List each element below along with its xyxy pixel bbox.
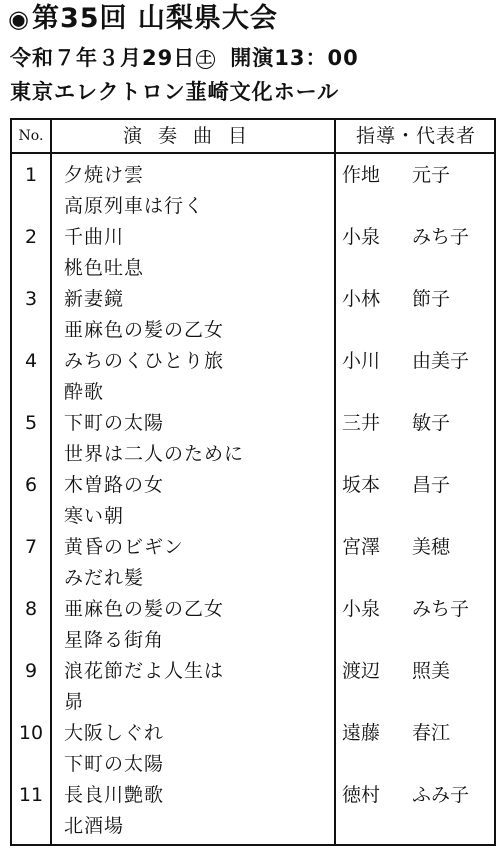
event-title [8,2,278,36]
event-date: 令和７年３月29日 [10,46,196,70]
song-title: 大阪しぐれ [64,722,165,744]
program-table [10,118,496,846]
table-row [12,532,496,594]
song-title: 夕焼け雲 [64,164,145,186]
entry-number: 6 [24,474,38,496]
event-title-text: 第35回 山梨県大会 [31,3,278,34]
conductor-name [342,718,451,749]
conductor-name [342,656,451,687]
entry-number: 4 [24,350,38,372]
conductor-given-name: ふみ子 [412,784,470,806]
song-title: 北酒場 [64,815,125,837]
conductor-name [342,222,470,253]
conductor-family-name: 小泉 [342,226,381,248]
conductor-given-name: 照美 [412,660,451,682]
conductor-family-name: 作地 [342,164,381,186]
column-header-conductor: 指導・代表者 [355,125,476,147]
table-row [12,718,496,780]
song-title: 星降る街角 [64,629,165,651]
conductor-given-name: 元子 [412,164,451,186]
conductor-name [342,160,451,191]
column-header-songs: 演奏曲目 [122,125,263,147]
conductor-name [342,532,451,563]
song-title: 世界は二人のために [64,443,245,465]
conductor-given-name: 節子 [412,288,451,310]
day-of-week-badge: 土 [198,51,214,67]
conductor-name [342,284,451,315]
song-title: 亜麻色の髪の乙女 [64,598,225,620]
entry-number: 3 [24,288,38,310]
table-row [12,222,496,284]
entry-number: 5 [24,412,38,434]
event-datetime [10,44,359,72]
conductor-given-name: 昌子 [412,474,451,496]
song-title: 昴 [64,691,85,713]
conductor-given-name: みち子 [412,226,470,248]
entry-number: 8 [24,598,38,620]
conductor-given-name: 春江 [412,722,451,744]
song-title: みだれ髪 [64,567,145,589]
conductor-family-name: 宮澤 [342,536,381,558]
table-row [12,470,496,532]
event-venue: 東京エレクトロン韮崎文化ホール [10,80,340,104]
conductor-name [342,470,451,501]
table-row [12,160,496,222]
column-header-no: No. [18,128,44,144]
event-start-time: 開演13：00 [230,46,359,70]
entry-number: 9 [24,660,38,682]
conductor-given-name: みち子 [412,598,470,620]
conductor-family-name: 遠藤 [342,722,381,744]
entry-number: 10 [18,722,44,744]
song-title: 桃色吐息 [64,257,145,279]
table-row [12,780,496,842]
table-row [12,408,496,470]
song-title: 亜麻色の髪の乙女 [64,319,225,341]
table-row [12,346,496,408]
song-title: 酔歌 [64,381,105,403]
song-title: 寒い朝 [64,505,125,527]
conductor-family-name: 坂本 [342,474,381,496]
entry-number: 7 [24,536,38,558]
song-title: 高原列車は行く [64,195,205,217]
entry-number: 2 [24,226,38,248]
song-title: 長良川艶歌 [64,784,165,806]
conductor-name [342,408,451,439]
entry-number: 11 [18,784,44,806]
bullet-icon: ◉ [8,5,30,33]
conductor-given-name: 敏子 [412,412,451,434]
table-row [12,656,496,718]
conductor-family-name: 三井 [342,412,381,434]
conductor-family-name: 徳村 [342,784,381,806]
song-title: 千曲川 [64,226,125,248]
conductor-family-name: 小泉 [342,598,381,620]
song-title: 下町の太陽 [64,753,165,775]
conductor-family-name: 小林 [342,288,381,310]
entry-number: 1 [24,164,38,186]
song-title: みちのくひとり旅 [64,350,225,372]
header-divider [12,152,494,154]
song-title: 黄昏のビギン [64,536,184,558]
table-row [12,284,496,346]
conductor-name [342,346,470,377]
conductor-given-name: 由美子 [412,350,470,372]
conductor-given-name: 美穂 [412,536,451,558]
song-title: 下町の太陽 [64,412,165,434]
conductor-family-name: 小川 [342,350,381,372]
conductor-name [342,594,470,625]
conductor-family-name: 渡辺 [342,660,381,682]
song-title: 新妻鏡 [64,288,125,310]
song-title: 木曽路の女 [64,474,165,496]
song-title: 浪花節だよ人生は [64,660,225,682]
conductor-name [342,780,470,811]
table-row [12,594,496,656]
